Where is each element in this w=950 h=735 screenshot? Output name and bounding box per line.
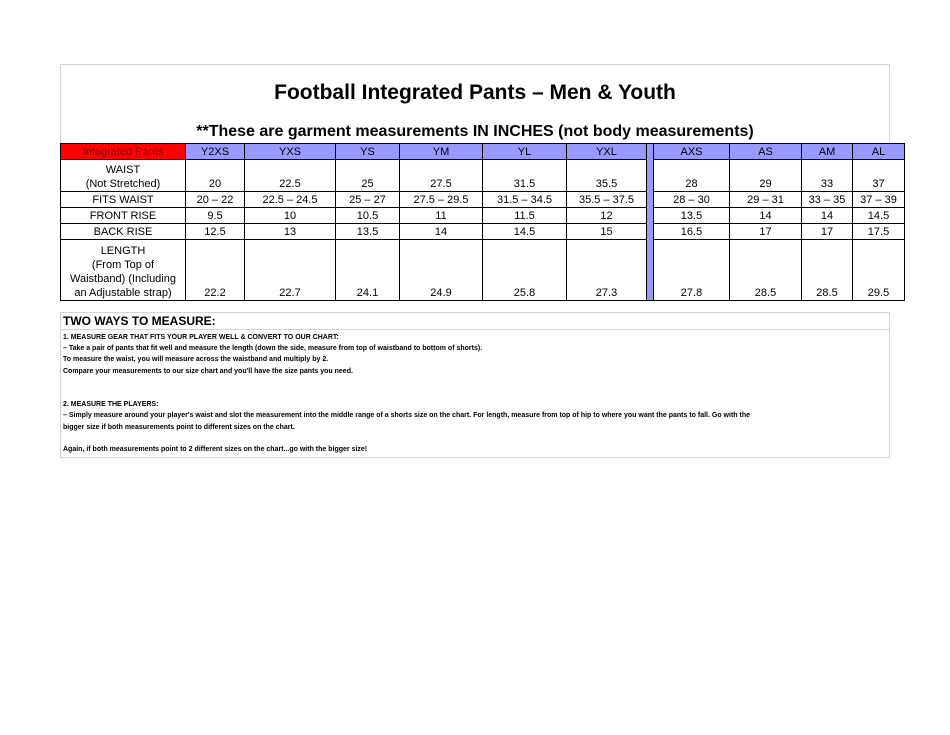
table-cell: 28.5 — [730, 240, 802, 301]
table-cell: 31.5 – 34.5 — [483, 192, 567, 208]
instruction-line: – Take a pair of pants that fit well and measure the length (down the side, measure from top of waistband to bottom of shorts). — [63, 345, 483, 353]
table-cell: 24.9 — [400, 240, 483, 301]
row-label: FITS WAIST — [61, 192, 186, 208]
row-label: WAIST (Not Stretched) — [61, 160, 186, 192]
table-cell: 28 — [654, 160, 730, 192]
measure-instructions — [60, 312, 890, 458]
table-cell: 16.5 — [654, 224, 730, 240]
table-cell: 14 — [730, 208, 802, 224]
table-cell: 14.5 — [853, 208, 905, 224]
table-cell: 28 – 30 — [654, 192, 730, 208]
table-cell: 25 — [336, 160, 400, 192]
instruction-line: – Simply measure around your player's waist and slot the measurement into the middle range of a shorts size on the chart. For length, measure from top of hip to where you want the pants to fall. Go with the — [63, 412, 750, 420]
table-cell: 35.5 – 37.5 — [567, 192, 647, 208]
table-row-waist — [61, 160, 905, 192]
page-subtitle: **These are garment measurements IN INCHES (not body measurements) — [196, 122, 754, 140]
table-cell: 27.3 — [567, 240, 647, 301]
table-cell: 14 — [400, 224, 483, 240]
instruction-line: Compare your measurements to our size chart and you'll have the size pants you need. — [63, 367, 353, 375]
table-cell: 33 – 35 — [802, 192, 853, 208]
table-cell: 27.8 — [654, 240, 730, 301]
table-row-fits-waist — [61, 192, 905, 208]
table-cell: 37 – 39 — [853, 192, 905, 208]
table-cell: 29 — [730, 160, 802, 192]
row-label: FRONT RISE — [61, 208, 186, 224]
table-cell: 11 — [400, 208, 483, 224]
size-header-cell: AXS — [654, 144, 730, 160]
table-cell: 13 — [245, 224, 336, 240]
title-row — [60, 64, 890, 120]
table-cell: 29.5 — [853, 240, 905, 301]
page-title: Football Integrated Pants – Men & Youth — [274, 80, 676, 104]
row-label: BACK RISE — [61, 224, 186, 240]
size-table — [60, 143, 905, 301]
table-row-front-rise — [61, 208, 905, 224]
table-cell: 20 – 22 — [186, 192, 245, 208]
table-cell: 22.7 — [245, 240, 336, 301]
measure-heading: TWO WAYS TO MEASURE: — [61, 313, 889, 330]
table-cell: 35.5 — [567, 160, 647, 192]
table-cell: 27.5 – 29.5 — [400, 192, 483, 208]
size-header-cell: YM — [400, 144, 483, 160]
table-cell: 22.2 — [186, 240, 245, 301]
table-cell: 17.5 — [853, 224, 905, 240]
table-row-length — [61, 240, 905, 301]
table-cell: 14.5 — [483, 224, 567, 240]
table-cell: 22.5 – 24.5 — [245, 192, 336, 208]
table-cell: 25 – 27 — [336, 192, 400, 208]
size-header-row — [61, 144, 905, 160]
table-cell: 27.5 — [400, 160, 483, 192]
instruction-line: 1. MEASURE GEAR THAT FITS YOUR PLAYER WELL & CONVERT TO OUR CHART: — [63, 334, 339, 341]
size-header-cell: YS — [336, 144, 400, 160]
instruction-line — [63, 377, 887, 388]
size-header-cell: AM — [802, 144, 853, 160]
table-cell: 24.1 — [336, 240, 400, 301]
table-cell: 17 — [802, 224, 853, 240]
row-label: LENGTH (From Top of Waistband) (Including an Adjustable strap) — [61, 240, 186, 301]
table-cell: 13.5 — [336, 224, 400, 240]
table-cell: 29 – 31 — [730, 192, 802, 208]
size-header-cell: AL — [853, 144, 905, 160]
table-cell: 9.5 — [186, 208, 245, 224]
table-cell: 22.5 — [245, 160, 336, 192]
instruction-line: Again, if both measurements point to 2 different sizes on the chart...go with the bigger size! — [63, 445, 368, 453]
table-cell: 37 — [853, 160, 905, 192]
instruction-line: bigger size if both measurements point to different sizes on the chart. — [63, 423, 295, 431]
table-cell: 17 — [730, 224, 802, 240]
size-chart-sheet — [60, 64, 897, 458]
table-cell: 20 — [186, 160, 245, 192]
table-cell: 12.5 — [186, 224, 245, 240]
table-cell: 11.5 — [483, 208, 567, 224]
table-row-back-rise — [61, 224, 905, 240]
table-cell: 10.5 — [336, 208, 400, 224]
subtitle-row — [60, 120, 890, 143]
size-header-cell: YXL — [567, 144, 647, 160]
size-header-cell: YXS — [245, 144, 336, 160]
table-cell: 25.8 — [483, 240, 567, 301]
table-cell: 15 — [567, 224, 647, 240]
instruction-line: 2. MEASURE THE PLAYERS: — [63, 401, 159, 409]
table-cell: 28.5 — [802, 240, 853, 301]
measure-body — [61, 330, 889, 457]
table-cell: 10 — [245, 208, 336, 224]
instruction-line — [63, 433, 887, 444]
size-header-cell: YL — [483, 144, 567, 160]
table-cell: 12 — [567, 208, 647, 224]
size-header-cell: AS — [730, 144, 802, 160]
youth-adult-divider — [647, 144, 654, 301]
size-header-cell: Y2XS — [186, 144, 245, 160]
table-cell: 33 — [802, 160, 853, 192]
table-cell: 31.5 — [483, 160, 567, 192]
table-cell: 14 — [802, 208, 853, 224]
instruction-line: To measure the waist, you will measure across the waistband and multiply by 2. — [63, 356, 329, 364]
table-cell: 13.5 — [654, 208, 730, 224]
row-header-cell: Integrated Pants — [61, 144, 186, 160]
instruction-line — [63, 388, 887, 399]
